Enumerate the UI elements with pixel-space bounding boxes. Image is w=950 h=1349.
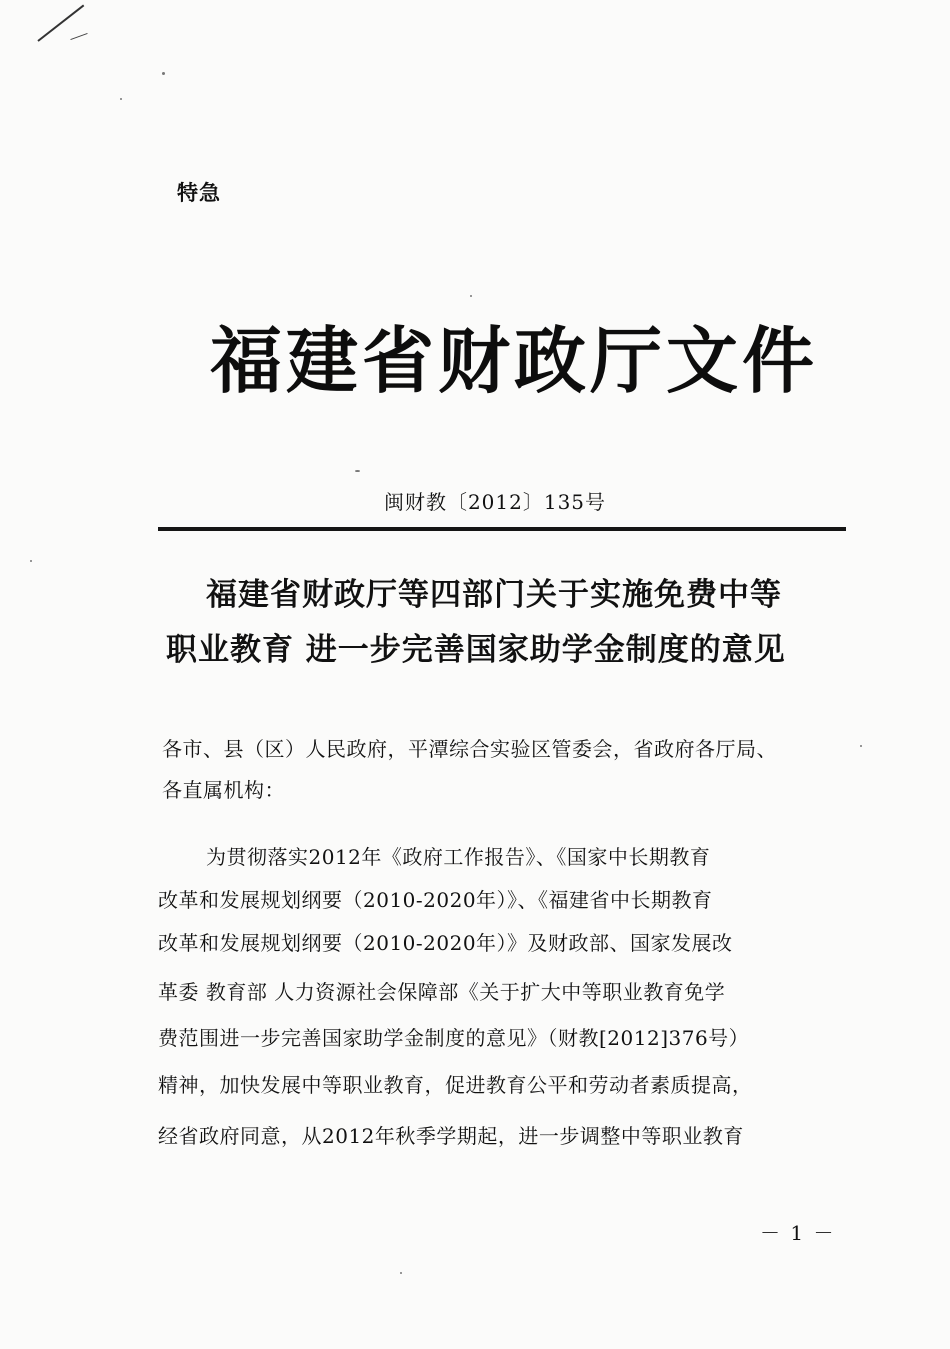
scan-speck (30, 560, 32, 562)
body-line: 改革和发展规划纲要（2010-2020年）》、《福建省中长期教育 (158, 888, 713, 912)
body-line: 经省政府同意，从2012年秋季学期起，进一步调整中等职业教育 (158, 1124, 744, 1148)
scan-speck (860, 745, 862, 747)
body-line: 为贯彻落实2012年《政府工作报告》、《国家中长期教育 (206, 845, 711, 869)
page-number: － 1 － (760, 1221, 836, 1245)
issuer-heading: 福建省财政厅文件 (210, 318, 819, 403)
scan-speck (400, 1272, 402, 1274)
scan-speck (120, 98, 122, 100)
body-line: 精神，加快发展中等职业教育，促进教育公平和劳动者素质提高， (158, 1073, 753, 1097)
addressee-line-2: 各直属机构： (162, 778, 285, 802)
scan-speck (470, 295, 472, 297)
document-title-line-2: 职业教育 进一步完善国家助学金制度的意见 (166, 632, 786, 668)
body-line: 改革和发展规划纲要（2010-2020年）》及财政部、国家发展改 (158, 931, 733, 955)
body-line: 革委 教育部 人力资源社会保障部《关于扩大中等职业教育免学 (158, 980, 726, 1004)
urgency-mark: 特急 (177, 181, 221, 205)
addressee-line-1: 各市、县（区）人民政府，平潭综合实验区管委会，省政府各厅局、 (162, 737, 777, 761)
scan-speck (355, 470, 360, 472)
header-rule (158, 527, 846, 531)
document-title-line-1: 福建省财政厅等四部门关于实施免费中等 (206, 577, 782, 613)
document-number: 闽财教〔2012〕135号 (383, 490, 607, 514)
body-line: 费范围进一步完善国家助学金制度的意见》（财教[2012]376号） (158, 1026, 750, 1050)
scan-mark (70, 33, 87, 40)
scan-speck (162, 72, 165, 75)
